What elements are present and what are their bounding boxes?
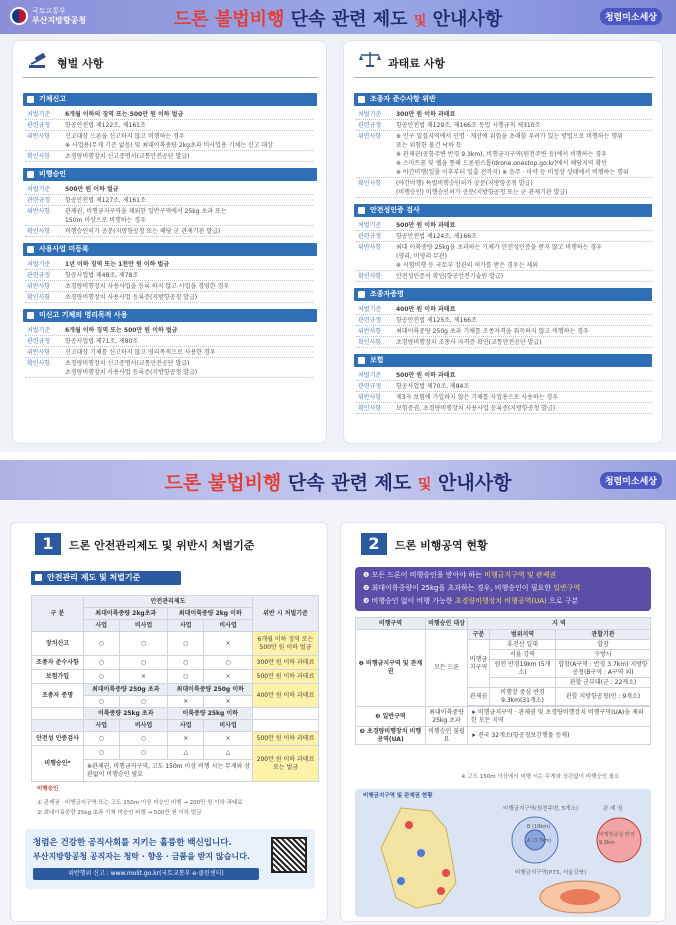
th-penalty: 위반 시 처벌기준 — [253, 596, 319, 632]
poster-page-2 — [0, 460, 676, 925]
zone-3-value: ➤ 전국 32개소(항공정보간행물 등재) — [468, 727, 651, 745]
section-header — [23, 93, 317, 106]
row-value: 관제권, 비행금지구역을 제외한 일반구역에서 25kg 초과 또는 — [65, 208, 227, 215]
row-label: 위반사항 — [358, 244, 382, 251]
row-label: 처벌기준 — [27, 261, 51, 268]
qr-code-icon[interactable] — [271, 837, 307, 873]
row-divider — [356, 119, 652, 120]
th-nonbiz: 비사업 — [119, 720, 168, 732]
row-name: 비행승인* — [32, 746, 84, 782]
row-divider — [25, 194, 313, 195]
section-title: 조종자증명 — [370, 290, 404, 298]
row-divider — [25, 236, 313, 237]
row-divider — [356, 241, 652, 242]
footnote-2: ② 최대이륙중량 25kg 초과 기체 미승인 비행 → 500만 원 이하 벌금 — [37, 810, 202, 816]
th-under250g: 최대이륙중량 250g 이하 — [168, 684, 253, 696]
th-biz: 사업 — [168, 720, 204, 732]
section-icon — [358, 291, 365, 298]
section-header — [23, 309, 317, 322]
row-value: 항공안전법 제125조, 제166조 — [396, 317, 477, 324]
table-row — [32, 670, 319, 684]
slogan-2: 부산지방항공청 공직자는 청탁 · 향응 · 금품을 받지 않습니다. — [33, 852, 250, 861]
table-row — [32, 746, 319, 760]
cell-penalty: 400만 원 이하 과태료 — [253, 684, 319, 708]
cell: 합참 — [556, 640, 651, 650]
penalty-title: 형벌 사항 — [57, 57, 104, 70]
row-divider — [356, 230, 652, 231]
th-nonbiz: 비사업 — [204, 720, 253, 732]
slogan-1: 청렴은 건강한 공직사회를 지키는 훌륭한 백신입니다. — [33, 838, 232, 848]
b3-text: 비행승인 없이 비행 가능한 — [371, 597, 455, 605]
cell-penalty: 200만 원 이하 과태료 또는 벌금 — [253, 746, 319, 782]
cell: ○ — [119, 746, 168, 760]
row-value: 400만 원 이하 과태료 — [396, 306, 456, 313]
row-label: 위반사항 — [358, 133, 382, 140]
row-divider — [25, 150, 313, 151]
row-value: 항공안전법 제122조, 제161조 — [65, 122, 146, 129]
header-band — [0, 460, 676, 500]
footnote-tag: 비행승인 — [37, 786, 59, 792]
row-value: 150m 이상으로 비행하는 경우 — [65, 217, 146, 224]
row-name: 조종자 증명 — [32, 684, 84, 708]
cell: ○ — [84, 732, 120, 746]
org-top: 국토교통부 — [32, 7, 66, 15]
row-label: 관련규정 — [27, 338, 51, 345]
th-over2kg: 최대이륙중량 2kg초과 — [84, 608, 168, 620]
th-under2kg: 최대이륙중량 2kg 이하 — [168, 608, 253, 620]
row-value: ※ 야간비행(일몰 이후부터 일출 전까지) ※ 음주 · 마약 등 비정상 상태에서 비행하는 행위 — [396, 169, 629, 176]
section-title: 기체신고 — [39, 95, 67, 103]
b3-suffix: 으로 구분 — [546, 597, 579, 605]
footnote-1: ① 관제권 · 비행금지구역 또는 고도 150m 이상 미승인 비행 → 200만 원 이하 과태료 — [37, 800, 243, 806]
row-name: 조종자 준수사항 — [32, 656, 84, 670]
row-divider — [25, 161, 313, 162]
row-label: 관련규정 — [358, 122, 382, 129]
row-divider — [356, 325, 652, 326]
table-row — [356, 707, 651, 727]
title-rest: 단속 관련 제도 — [281, 472, 418, 494]
cell: 합참(A구역 : 반경 3.7km) 지방항공청(B구역 : A구역 외) — [556, 660, 651, 678]
bullet-1: ❶ 모든 드론이 비행승인을 받아야 하는 비행금지구역 및 관제권 — [363, 571, 557, 579]
row-divider — [25, 130, 313, 131]
gavel-icon — [27, 53, 51, 69]
zone-2-value: ➤ 비행금지구역 · 관제권 및 초경량비행장치 비행구역(UA)을 제외한 모든 지역 — [468, 707, 651, 727]
row-value: 항공사업법 제70조, 제84조 — [396, 383, 470, 390]
zone-1-target: 모든 드론 — [426, 630, 468, 707]
row-value: 항공안전법 제124조, 제166조 — [396, 233, 477, 240]
row-name: 장치신고 — [32, 632, 84, 656]
section-header — [354, 354, 652, 367]
cell: × — [204, 632, 253, 656]
cell: ○ — [84, 696, 120, 708]
title-red: 드론 불법비행 — [173, 9, 285, 30]
table-row — [356, 630, 651, 640]
table-row — [32, 656, 319, 670]
title-rest: 단속 관련 제도 — [284, 9, 414, 30]
row-label: 위반사항 — [27, 133, 51, 140]
row-value: ※ 인구 밀집지역에서 인명 · 재산에 위험을 초래할 우려가 있는 방법으로 비행하는 행위 — [396, 133, 623, 140]
row-label: 처벌기준 — [27, 111, 51, 118]
cell: ○ — [168, 632, 204, 656]
row-label: 처벌기준 — [27, 186, 51, 193]
row-value: ※ 관제권(공항주변 반경 9.3km), 비행금지구역(원전주변 등)에서 비행하는 경우 — [396, 151, 607, 158]
row-label: 위반사항 — [358, 328, 382, 335]
brand-badge: 청렴미소세상 — [600, 8, 662, 25]
cell: 수방사 — [556, 650, 651, 660]
th-over250g: 최대이륙중량 250g 초과 — [84, 684, 168, 696]
th-biz: 사업 — [84, 720, 120, 732]
section-icon — [27, 96, 34, 103]
section-title: 보험 — [370, 356, 384, 364]
row-value: 또는 위험한 물건 낙하 등 — [396, 142, 462, 149]
row-divider — [25, 357, 313, 358]
th-org: 관할기관 — [556, 630, 651, 640]
row-label: 위반사항 — [27, 283, 51, 290]
fine-card — [343, 40, 663, 444]
section-2-number: 2 — [361, 533, 387, 555]
section-header — [354, 204, 652, 217]
cell: × — [204, 670, 253, 684]
row-label: 처벌기준 — [358, 372, 382, 379]
section-icon — [358, 207, 365, 214]
section-title: 미신고 기체의 영리목적 사용 — [39, 311, 128, 319]
fine-title: 과태료 사항 — [388, 57, 445, 70]
th-biz: 사업 — [168, 620, 204, 632]
row-value: 신고대상 드론을 신고하지 않고 비행하는 경우 — [65, 133, 185, 140]
scale-icon — [358, 51, 382, 67]
row-divider — [356, 347, 652, 348]
b3-highlight: 초경량비행장치 비행공역(UA) — [454, 597, 547, 605]
section-1-bar — [31, 571, 181, 585]
section-header — [23, 168, 317, 181]
row-divider — [25, 346, 313, 347]
section-icon — [27, 246, 34, 253]
cell: ○ — [119, 656, 168, 670]
bar-label: 안전관리 제도 및 처벌기준 — [47, 573, 141, 582]
row-value: 제3자 보험에 가입하지 않은 기체를 사업용으로 사용하는 경우 — [396, 394, 559, 401]
row-value: 비행승인허가 공문(지방항공청 또는 해당 군 관제기관 발급) — [65, 228, 221, 235]
row-value: 항공안전법 제127조, 제161조 — [65, 197, 146, 204]
cell: × — [119, 670, 168, 684]
section-1-card — [10, 522, 328, 922]
row-divider — [25, 335, 313, 336]
section-title: 사용사업 미등록 — [39, 245, 89, 253]
row-value: 최대 이륙중량 25kg을 초과하는 기체가 안전성인증을 받지 않고 비행하는 경우 — [396, 244, 602, 251]
row-label: 확인사항 — [358, 180, 382, 187]
th-target: 비행승인 대상 — [426, 618, 468, 630]
row-label: 처벌기준 — [27, 327, 51, 334]
row-value: 최대이륙중량 250g 초과 기체를 조종자격을 취득하지 않고 비행하는 경우 — [396, 328, 589, 335]
page-gap — [0, 452, 676, 460]
row-name: 보험가입 — [32, 670, 84, 684]
cell: ○ — [84, 632, 120, 656]
row-value: (야간비행) 특별비행승인허가 공문(지방항공청 발급) — [396, 180, 533, 187]
page-title — [0, 5, 676, 31]
row-value: 초경량비행장치 사용사업 등록증(지방항공청 발급) — [65, 369, 198, 376]
cell: × — [204, 696, 253, 708]
row-value: 안전성인증서 확인(항공안전기술원 발급) — [396, 273, 504, 280]
row-label: 확인사항 — [27, 153, 51, 160]
section-icon — [27, 312, 34, 319]
table-row — [32, 708, 319, 720]
section-header — [354, 93, 652, 106]
cell: × — [168, 696, 204, 708]
penalty-table — [31, 595, 319, 782]
divider — [354, 77, 654, 78]
row-label: 확인사항 — [27, 228, 51, 235]
ring-a-label: A (3.7km) — [527, 838, 552, 844]
row-divider — [25, 291, 313, 292]
section-title: 비행승인 — [39, 170, 67, 178]
cell: × — [204, 732, 253, 746]
row-label: 확인사항 — [358, 339, 382, 346]
row-divider — [356, 336, 652, 337]
row-divider — [356, 314, 652, 315]
cell: ○ — [84, 670, 120, 684]
cell: ○ — [204, 656, 253, 670]
table-row — [32, 720, 319, 732]
page-title-2 — [0, 468, 676, 495]
th-nonbiz: 비사업 — [119, 620, 168, 632]
cell: ○ — [119, 732, 168, 746]
title-red: 드론 불법비행 — [164, 472, 282, 494]
control-zone-label: 관제권 — [468, 688, 490, 706]
row-value: 초경량비행장치 사용사업을 등록 하지 않고 사업을 경영한 경우 — [65, 283, 230, 290]
row-divider — [25, 302, 313, 303]
row-name: 안전성 인증검사 — [32, 732, 84, 746]
cell-penalty: 500만 원 이하 과태료 — [253, 670, 319, 684]
b2-text: 최대이륙중량이 25kg을 초과하는 경우, 비행승인이 필요한 — [371, 584, 554, 592]
poster-page-1 — [0, 0, 676, 452]
row-value: 6개월 이하의 징역 또는 500만 원 이하 벌금 — [65, 111, 184, 118]
blank-cell — [32, 708, 84, 720]
th-over25kg: 이륙중량 25kg 초과 — [84, 708, 168, 720]
cell: △ — [168, 746, 204, 760]
row-divider — [356, 270, 652, 271]
row-label: 확인사항 — [358, 273, 382, 280]
table-row — [32, 632, 319, 656]
zone-2: ❷ 일반구역 — [356, 707, 426, 727]
control-ring-label: 비행장중심 반경 9.3km — [599, 832, 635, 846]
section-icon — [358, 357, 365, 364]
row-label: 위반사항 — [27, 349, 51, 356]
airspace-map — [355, 789, 651, 917]
section-1-title: 드론 안전관리제도 및 위반시 처벌기준 — [69, 539, 255, 552]
cell: ○ — [84, 746, 120, 760]
table-row — [356, 727, 651, 745]
section-2-card — [340, 522, 666, 922]
cell: 휴전선 일대 — [490, 640, 556, 650]
row-value: 300만 원 이하 과태료 — [396, 111, 456, 118]
row-divider — [356, 177, 652, 178]
cell-penalty: 6개월 이하 징역 또는 500만 원 이하 벌금 — [253, 632, 319, 656]
row-value: ※ 사업용(무게 기준 없음) 및 최대이륙중량 2kg초과 비사업용 기체는 신고 대상 — [65, 142, 273, 149]
zone-1: ❶ 비행금지구역 및 관제권 — [356, 630, 426, 707]
row-label: 확인사항 — [358, 405, 382, 412]
row-value: 신고대상 기체를 신고하지 않고 영리목적으로 사용한 경우 — [65, 349, 216, 356]
cell: ○ — [119, 696, 168, 708]
blank-cell — [253, 708, 319, 720]
row-divider — [356, 281, 652, 282]
row-value: 보험증권, 초경량비행장치 사용사업 등록증(지방항공청 발급) — [396, 405, 556, 412]
no-fly-label: 비행금지구역 — [468, 640, 490, 688]
row-label: 관련규정 — [358, 317, 382, 324]
title-and: 및 — [417, 477, 432, 493]
title-end: 안내사항 — [431, 472, 512, 494]
th-under25kg: 이륙중량 25kg 이하 — [168, 708, 253, 720]
th-biz: 사업 — [84, 620, 120, 632]
row-label: 위반사항 — [358, 394, 382, 401]
b2-highlight: 일반구역 — [553, 584, 581, 592]
row-value: 초경량비행장치 조종사 자격증 확인(교통안전공단 발급) — [396, 339, 542, 346]
blank-cell — [253, 720, 319, 732]
row-label: 확인사항 — [27, 360, 51, 367]
cell: 관할 군부대(군 : 22개소) — [556, 678, 651, 688]
row-value: 500만 원 이하 과태료 — [396, 372, 456, 379]
row-label: 확인사항 — [27, 294, 51, 301]
row-value: (비행승인) 비행승인허가 공문(지방항공청 또는 군 관제기관 발급) — [396, 189, 568, 196]
cell: ○ — [168, 670, 204, 684]
org-name: 부산지방항공청 — [32, 16, 87, 25]
map-title: 비행금지구역 및 관제권 현황 — [363, 793, 433, 799]
row-value: 항공사업법 제48조, 제78조 — [65, 272, 139, 279]
row-divider — [356, 197, 652, 198]
zone-2-target: 최대이륙중량 25kg 초과 — [426, 707, 468, 727]
row-divider — [356, 380, 652, 381]
row-divider — [25, 119, 313, 120]
divider — [23, 77, 318, 78]
seoul-zone-icon — [535, 877, 625, 915]
penalty-card — [12, 40, 327, 444]
cell: 원전 반경19km (5개소) — [490, 660, 556, 678]
th-nonbiz: 비사업 — [204, 620, 253, 632]
b1-text: 모든 드론이 비행승인을 받아야 하는 — [371, 571, 485, 579]
table-row — [32, 732, 319, 746]
title-end: 안내사항 — [426, 9, 503, 30]
section-title: 안전성인증 검사 — [370, 206, 420, 214]
row-value: 초경량비행장치 사용사업 등록증(지방항공청 발급) — [65, 294, 198, 301]
bullet-2: ❷ 최대이륙중량이 25kg을 초과하는 경우, 비행승인이 필요한 일반구역 — [363, 584, 581, 592]
row-divider — [356, 391, 652, 392]
report-link[interactable]: 위반행위 신고 : www.molit.go.kr(국토교통부 e-클린센터) — [33, 868, 259, 880]
row-value: 초경량비행장치 신고증명서(교통안전공단 발급) — [65, 153, 190, 160]
zone-3-target: 비행승인 불필요 — [426, 727, 468, 745]
row-value: ※ 시험비행 등 국토부 장관의 허가를 받은 경우는 제외 — [396, 262, 539, 269]
row-divider — [25, 280, 313, 281]
section-title: 조종자 준수사항 위반 — [370, 95, 436, 103]
row-value: (영리, 비영리 무관) — [396, 253, 447, 260]
blank-cell — [32, 720, 84, 732]
table-row — [32, 684, 319, 696]
th-area: 범위지역 — [490, 630, 556, 640]
section-header — [354, 288, 652, 301]
row-value: 1년 이하 징역 또는 1천만 원 이하 벌금 — [65, 261, 170, 268]
airspace-table — [355, 617, 651, 745]
section-2-title: 드론 비행공역 현황 — [395, 539, 488, 552]
cell-penalty: 300만 원 이하 과태료 — [253, 656, 319, 670]
row-label: 관련규정 — [358, 383, 382, 390]
row-label: 처벌기준 — [358, 111, 382, 118]
cell: 서울 강북 — [490, 650, 556, 660]
cell: × — [168, 732, 204, 746]
brand-badge: 청렴미소세상 — [600, 472, 662, 489]
row-label: 관련규정 — [27, 272, 51, 279]
altitude-note: ※ 고도 150m 이상에서 비행 시는 무게와 상관없이 비행승인 필요 — [461, 774, 620, 780]
row-divider — [356, 413, 652, 414]
th-gubun: 구 분 — [32, 596, 84, 632]
cell: 관할 지방항공청(민 : 9개소) — [556, 688, 651, 706]
cell — [490, 678, 556, 688]
section-1-number: 1 — [35, 533, 61, 555]
row-divider — [356, 402, 652, 403]
map-label-b: 관 제 권 — [603, 806, 623, 812]
cell: 비행장 중심 반경 9.3km(31개소) — [490, 688, 556, 706]
b1-highlight: 비행금지구역 및 관제권 — [484, 571, 557, 579]
row-label: 관련규정 — [358, 233, 382, 240]
cell: ○ — [119, 632, 168, 656]
th-gubun: 구분 — [468, 630, 490, 640]
bullet-3: ❸ 비행승인 없이 비행 가능한 초경량비행장치 비행공역(UA) 으로 구분 — [363, 597, 579, 605]
title-and: 및 — [413, 14, 427, 29]
cell: △ — [204, 746, 253, 760]
map-label-c: 비행금지구역(P73, 서울강북) — [515, 870, 587, 876]
approval-note: ※관제권, 비행금지구역, 고도 150m 이상 비행 시는 무게와 상관없이 비행승인 필요 — [84, 760, 253, 782]
section-icon — [358, 96, 365, 103]
row-label: 위반사항 — [27, 208, 51, 215]
cell: ○ — [84, 656, 120, 670]
row-value: 항공안전법 제129조, 제166조 동법 시행규칙 제310조 — [396, 122, 541, 129]
th-group: 안전관리제도 — [84, 596, 253, 608]
map-label-a: 비행금지구역(원전주변, 5개소) — [503, 806, 579, 812]
slogan-box — [25, 829, 315, 889]
cell-penalty: 500만 원 이하 과태료 — [253, 732, 319, 746]
section-icon — [27, 171, 34, 178]
row-divider — [25, 205, 313, 206]
row-value: 500만 원 이하 벌금 — [65, 186, 119, 193]
row-value: 500만 원 이하 과태료 — [396, 222, 456, 229]
row-divider — [25, 377, 313, 378]
row-value: 항공사업법 제71조, 제80조 — [65, 338, 139, 345]
row-divider — [356, 130, 652, 131]
row-value: ※ 스마트폰 및 웹을 통해 드론원스톱(drone.onestop.go.kr)에서 해당지역 확인 — [396, 160, 608, 167]
cell: ○ — [168, 656, 204, 670]
th-region: 지 역 — [468, 618, 651, 630]
th-zone: 비행구역 — [356, 618, 426, 630]
row-label: 처벌기준 — [358, 222, 382, 229]
row-value: 6개월 이하 징역 또는 500만 원 이하 벌금 — [65, 327, 178, 334]
ring-b-label: B (19km) — [527, 824, 551, 830]
row-label: 관련규정 — [27, 197, 51, 204]
row-value: 초경량비행장치 신고증명서(교통안전공단 발급) — [65, 360, 190, 367]
row-label: 관련규정 — [27, 122, 51, 129]
row-label: 처벌기준 — [358, 306, 382, 313]
zone-3: ❸ 초경량비행장치 비행공역(UA) — [356, 727, 426, 745]
row-divider — [25, 225, 313, 226]
section-header — [23, 243, 317, 256]
shield-icon — [35, 574, 42, 581]
korea-map-icon — [361, 803, 491, 913]
airspace-summary — [355, 567, 651, 611]
row-divider — [25, 269, 313, 270]
header-band — [0, 0, 676, 34]
